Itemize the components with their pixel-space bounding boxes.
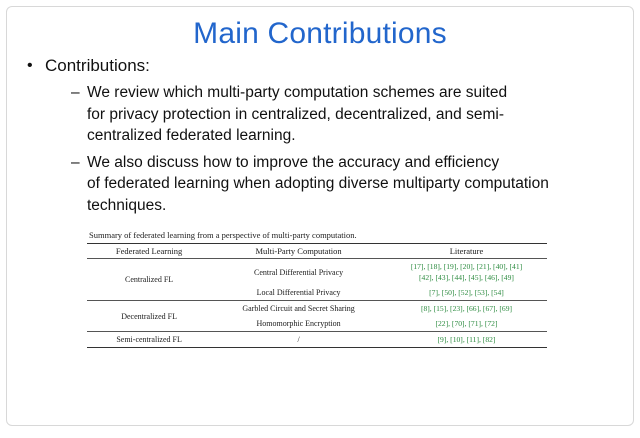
sub-bullet-line: We also discuss how to improve the accuracy and efficiency — [87, 153, 500, 171]
bullet-level1 — [27, 55, 621, 77]
table-cell-learning: Decentralized FL — [87, 301, 211, 332]
table-cell-literature — [386, 285, 547, 301]
table-caption: Summary of federated learning from a perspective of multi-party computation. — [89, 230, 357, 240]
sub-bullet-line: We review which multi-party computation schemes are suited — [87, 84, 508, 101]
literature-line: [8], [15], [23], [66], [67], [69] — [420, 304, 513, 313]
bullet-list — [7, 55, 633, 216]
table-header — [87, 244, 547, 259]
table-row — [87, 332, 547, 348]
bullet-text: Contributions: — [45, 56, 150, 75]
table-cell-literature — [386, 301, 547, 317]
table-cell-computation: Local Differential Privacy — [256, 288, 341, 297]
sub-bullet-2 — [71, 152, 621, 217]
literature-line: [42], [43], [44], [45], [46], [49] — [419, 273, 514, 282]
sub-bullet-1 — [71, 82, 621, 147]
sub-bullet-line: of federated learning when adopting diverse multiparty computation — [87, 175, 549, 192]
bullet-marker: • — [27, 57, 33, 74]
table-cell-computation: Central Differential Privacy — [211, 259, 386, 286]
literature-line: [22], [70], [71], [72] — [435, 319, 498, 328]
table-cell-computation: Homomorphic Encryption — [256, 319, 341, 328]
table-cell-literature — [386, 332, 547, 348]
table-col-header: Literature — [386, 244, 547, 259]
literature-line: [7], [50], [52], [53], [54] — [429, 288, 504, 297]
table-row — [87, 301, 547, 317]
table-cell-computation: / — [211, 332, 386, 348]
summary-table — [87, 243, 547, 348]
sub-bullet-line: for privacy protection in centralized, decentralized, and semi- — [87, 105, 504, 123]
sub-bullet-text — [87, 152, 549, 217]
sub-bullet-marker: – — [71, 84, 80, 101]
table-cell-literature — [386, 316, 547, 332]
table-col-header: Federated Learning — [87, 244, 211, 259]
table-col-header: Multi-Party Computation — [211, 244, 386, 259]
table-row — [87, 259, 547, 286]
slide — [6, 6, 634, 426]
summary-table-block — [87, 230, 547, 348]
page-title: Main Contributions — [193, 17, 447, 50]
sub-bullet-marker: – — [71, 153, 80, 171]
sub-bullet-line: techniques. — [87, 196, 167, 214]
table-cell-literature — [386, 259, 547, 286]
sub-bullet-text — [87, 82, 507, 147]
table-header-row — [87, 244, 547, 259]
table-cell-learning: Semi-centralized FL — [87, 332, 211, 348]
literature-line: [9], [10], [11], [82] — [437, 335, 496, 344]
literature-line: [17], [18], [19], [20], [21], [40], [41] — [410, 262, 523, 271]
table-cell-learning: Centralized FL — [87, 259, 211, 301]
sub-bullet-line: centralized federated learning. — [87, 127, 296, 144]
table-body — [87, 259, 547, 348]
table-cell-computation: Garbled Circuit and Secret Sharing — [211, 301, 386, 317]
